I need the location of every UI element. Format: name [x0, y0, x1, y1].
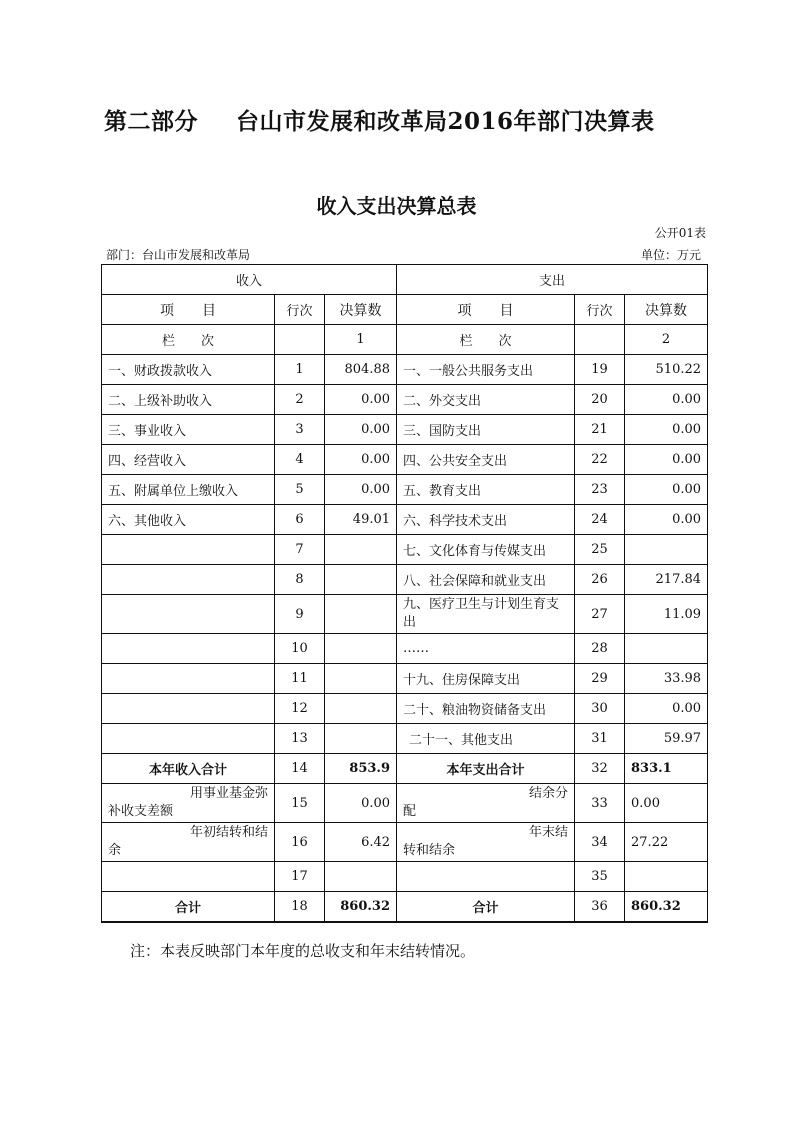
subtotal-row	[102, 754, 708, 784]
heading-title: 台山市发展和改革局2016年部门决算表	[236, 108, 655, 135]
expense-line-no: 27	[575, 595, 625, 634]
income-item	[102, 862, 275, 892]
income-item: 四、经营收入	[102, 445, 275, 475]
table-row	[102, 784, 708, 823]
income-line-no: 15	[275, 784, 325, 823]
table-row	[102, 445, 708, 475]
expense-total-label: 合计	[397, 892, 575, 923]
expense-line-no: 24	[575, 505, 625, 535]
income-item: 二、上级补助收入	[102, 385, 275, 415]
expense-amount: 0.00	[625, 445, 708, 475]
table-row	[102, 505, 708, 535]
expense-line-no: 26	[575, 565, 625, 595]
income-amount	[325, 565, 397, 595]
expense-item: 四、公共安全支出	[397, 445, 575, 475]
expense-amount	[625, 634, 708, 664]
income-item	[102, 535, 275, 565]
expense-item: 二十、粮油物资储备支出	[397, 694, 575, 724]
income-amount	[325, 535, 397, 565]
expense-item-line1: 年末结	[529, 825, 569, 840]
income-line-no: 5	[275, 475, 325, 505]
expense-line-no: 23	[575, 475, 625, 505]
expense-line-no: 30	[575, 694, 625, 724]
expense-amount: 217.84	[625, 565, 708, 595]
expense-item-line2: 配	[403, 804, 417, 819]
expense-column-index: 2	[625, 325, 708, 355]
expense-line-no: 33	[575, 784, 625, 823]
table-row	[102, 862, 708, 892]
income-item	[102, 565, 275, 595]
income-line-no: 13	[275, 724, 325, 754]
column-index-row	[102, 325, 708, 355]
expense-amount-header: 决算数	[625, 295, 708, 325]
income-section-header: 收入	[102, 265, 397, 295]
page-heading	[104, 103, 655, 136]
expense-amount: 27.22	[625, 823, 708, 862]
expense-line-no: 29	[575, 664, 625, 694]
unit-label: 单位：万元	[640, 248, 701, 262]
income-item	[102, 694, 275, 724]
income-line-no: 11	[275, 664, 325, 694]
expense-subtotal-amount: 833.1	[625, 754, 708, 784]
table-row	[102, 634, 708, 664]
income-column-index-label: 栏 次	[102, 325, 275, 355]
income-amount	[325, 694, 397, 724]
income-item: 五、附属单位上缴收入	[102, 475, 275, 505]
income-subtotal-label: 本年收入合计	[102, 754, 275, 784]
empty-cell	[275, 325, 325, 355]
expense-item: 十九、住房保障支出	[397, 664, 575, 694]
expense-line-no: 31	[575, 724, 625, 754]
income-amount: 0.00	[325, 475, 397, 505]
income-item	[102, 595, 275, 634]
income-item	[102, 823, 275, 862]
expense-item: 二、外交支出	[397, 385, 575, 415]
expense-amount: 0.00	[625, 505, 708, 535]
income-line-no: 7	[275, 535, 325, 565]
expense-line-no: 34	[575, 823, 625, 862]
expense-item-header: 项 目	[397, 295, 575, 325]
department-label: 部门：台山市发展和改革局	[106, 248, 251, 262]
income-line-no: 10	[275, 634, 325, 664]
income-line-no: 16	[275, 823, 325, 862]
income-total-amount: 860.32	[325, 892, 397, 923]
expense-line-no: 35	[575, 862, 625, 892]
income-item-line1: 用事业基金弥	[189, 786, 268, 801]
expense-item	[397, 823, 575, 862]
expense-item: ……	[397, 634, 575, 664]
income-amount: 0.00	[325, 784, 397, 823]
expense-item: 六、科学技术支出	[397, 505, 575, 535]
income-item-header: 项 目	[102, 295, 275, 325]
table-title: 收入支出决算总表	[316, 194, 477, 218]
footnote: 注：本表反映部门本年度的总收支和年末结转情况。	[130, 942, 476, 960]
expense-total-amount: 860.32	[625, 892, 708, 923]
expense-item-line1: 结余分	[529, 786, 569, 801]
expense-amount: 510.22	[625, 355, 708, 385]
income-line-no: 9	[275, 595, 325, 634]
expense-amount: 0.00	[625, 784, 708, 823]
income-amount: 6.42	[325, 823, 397, 862]
income-amount: 804.88	[325, 355, 397, 385]
table-row	[102, 565, 708, 595]
expense-item: 三、国防支出	[397, 415, 575, 445]
income-item-line2: 余	[108, 843, 122, 858]
income-item	[102, 634, 275, 664]
total-row	[102, 892, 708, 923]
income-item	[102, 784, 275, 823]
expense-item: 九、医疗卫生与计划生育支出	[397, 595, 575, 634]
expense-total-line-no: 36	[575, 892, 625, 923]
income-amount	[325, 664, 397, 694]
expense-item-line2: 转和结余	[403, 843, 456, 858]
table-row	[102, 355, 708, 385]
expense-amount: 0.00	[625, 385, 708, 415]
expense-line-no: 25	[575, 535, 625, 565]
table-row	[102, 694, 708, 724]
income-item-line1: 年初结转和结	[189, 825, 268, 840]
section-header-row	[102, 265, 708, 295]
income-amount: 0.00	[325, 385, 397, 415]
expense-section-header: 支出	[397, 265, 708, 295]
expense-amount	[625, 862, 708, 892]
income-line-no: 4	[275, 445, 325, 475]
expense-line-no: 28	[575, 634, 625, 664]
expense-amount: 33.98	[625, 664, 708, 694]
table-row	[102, 823, 708, 862]
income-amount: 0.00	[325, 415, 397, 445]
income-amount	[325, 862, 397, 892]
income-amount-header: 决算数	[325, 295, 397, 325]
expense-amount: 59.97	[625, 724, 708, 754]
expense-item	[397, 862, 575, 892]
table-row	[102, 595, 708, 634]
expense-item: 七、文化体育与传媒支出	[397, 535, 575, 565]
income-line-no: 1	[275, 355, 325, 385]
income-amount	[325, 595, 397, 634]
income-line-no: 8	[275, 565, 325, 595]
income-expense-table	[101, 264, 708, 923]
expense-line-no: 19	[575, 355, 625, 385]
income-line-no: 6	[275, 505, 325, 535]
income-subtotal-line-no: 14	[275, 754, 325, 784]
income-total-label: 合计	[102, 892, 275, 923]
income-amount: 0.00	[325, 445, 397, 475]
income-item: 一、财政拨款收入	[102, 355, 275, 385]
income-amount: 49.01	[325, 505, 397, 535]
empty-cell	[575, 325, 625, 355]
expense-amount	[625, 535, 708, 565]
income-item-line2: 补收支差额	[108, 804, 174, 819]
column-header-row	[102, 295, 708, 325]
expense-item: 八、社会保障和就业支出	[397, 565, 575, 595]
income-item: 三、事业收入	[102, 415, 275, 445]
expense-item	[397, 784, 575, 823]
expense-amount: 0.00	[625, 694, 708, 724]
expense-subtotal-line-no: 32	[575, 754, 625, 784]
income-line-no: 17	[275, 862, 325, 892]
income-item	[102, 724, 275, 754]
heading-part: 第二部分	[104, 108, 198, 135]
expense-amount: 0.00	[625, 475, 708, 505]
expense-item: 五、教育支出	[397, 475, 575, 505]
income-total-line-no: 18	[275, 892, 325, 923]
income-item: 六、其他收入	[102, 505, 275, 535]
expense-amount: 11.09	[625, 595, 708, 634]
table-row	[102, 535, 708, 565]
income-line-no: 2	[275, 385, 325, 415]
income-column-index: 1	[325, 325, 397, 355]
income-amount	[325, 724, 397, 754]
income-amount	[325, 634, 397, 664]
table-row	[102, 475, 708, 505]
income-line-no: 12	[275, 694, 325, 724]
expense-column-index-label: 栏 次	[397, 325, 575, 355]
expense-line-no-header: 行次	[575, 295, 625, 325]
expense-amount: 0.00	[625, 415, 708, 445]
income-subtotal-amount: 853.9	[325, 754, 397, 784]
expense-line-no: 21	[575, 415, 625, 445]
income-item	[102, 664, 275, 694]
table-row	[102, 415, 708, 445]
table-row	[102, 724, 708, 754]
expense-item: 二十一、其他支出	[397, 724, 575, 754]
table-row	[102, 385, 708, 415]
table-row	[102, 664, 708, 694]
income-line-no: 3	[275, 415, 325, 445]
expense-subtotal-label: 本年支出合计	[397, 754, 575, 784]
form-number: 公开01表	[654, 226, 706, 240]
income-line-no-header: 行次	[275, 295, 325, 325]
expense-line-no: 20	[575, 385, 625, 415]
expense-line-no: 22	[575, 445, 625, 475]
expense-item: 一、一般公共服务支出	[397, 355, 575, 385]
